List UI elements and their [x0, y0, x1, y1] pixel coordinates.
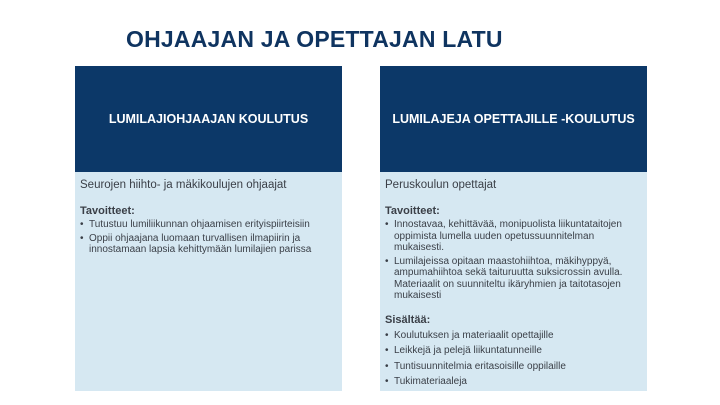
list-item: • Lumilajeissa opitaan maastohiihtoa, mäkihyppyä, ampumahiihtoa sekä taituruutta suksicrossin avulla. Materiaalit on suunniteltu ikäryhmien ja taitotasojen mukaisesti [385, 256, 641, 302]
list-item: • Tutustuu lumiliikunnan ohjaamisen erityispiirteisiin [80, 219, 336, 231]
slide-title: OHJAAJAN JA OPETTAJAN LATU [126, 26, 503, 52]
right-goals-list [385, 219, 641, 302]
left-card-body [75, 172, 342, 256]
left-goals-heading: Tavoitteet: [80, 205, 135, 217]
left-card [75, 66, 342, 391]
left-card-header: LUMILAJIOHJAAJAN KOULUTUS [75, 66, 342, 172]
list-item: • Tuntisuunnitelmia eritasoisille oppilaille [385, 361, 641, 373]
list-item: • Leikkejä ja pelejä liikuntatunneille [385, 345, 641, 357]
right-card-header: LUMILAJEJA OPETTAJILLE -KOULUTUS [380, 66, 647, 172]
right-card-subtitle: Peruskoulun opettajat [385, 179, 497, 191]
list-item: • Innostavaa, kehittävää, monipuolista liikuntataitojen oppimista lumella uuden opetussuunnitelman mukaisesti. [385, 219, 641, 254]
right-contents-list [385, 330, 641, 388]
left-goals-list [80, 219, 336, 256]
list-item: • Oppii ohjaajana luomaan turvallisen ilmapiirin ja innostamaan lapsia kehittymään lumilajien parissa [80, 233, 336, 256]
list-item: • Tukimateriaaleja [385, 376, 641, 388]
list-item: • Koulutuksen ja materiaalit opettajille [385, 330, 641, 342]
right-contents-heading: Sisältää: [385, 313, 431, 326]
right-card [380, 66, 647, 391]
left-card-subtitle: Seurojen hiihto- ja mäkikoulujen ohjaajat [80, 179, 287, 191]
right-goals-heading: Tavoitteet: [385, 205, 440, 217]
right-card-body [380, 172, 647, 388]
